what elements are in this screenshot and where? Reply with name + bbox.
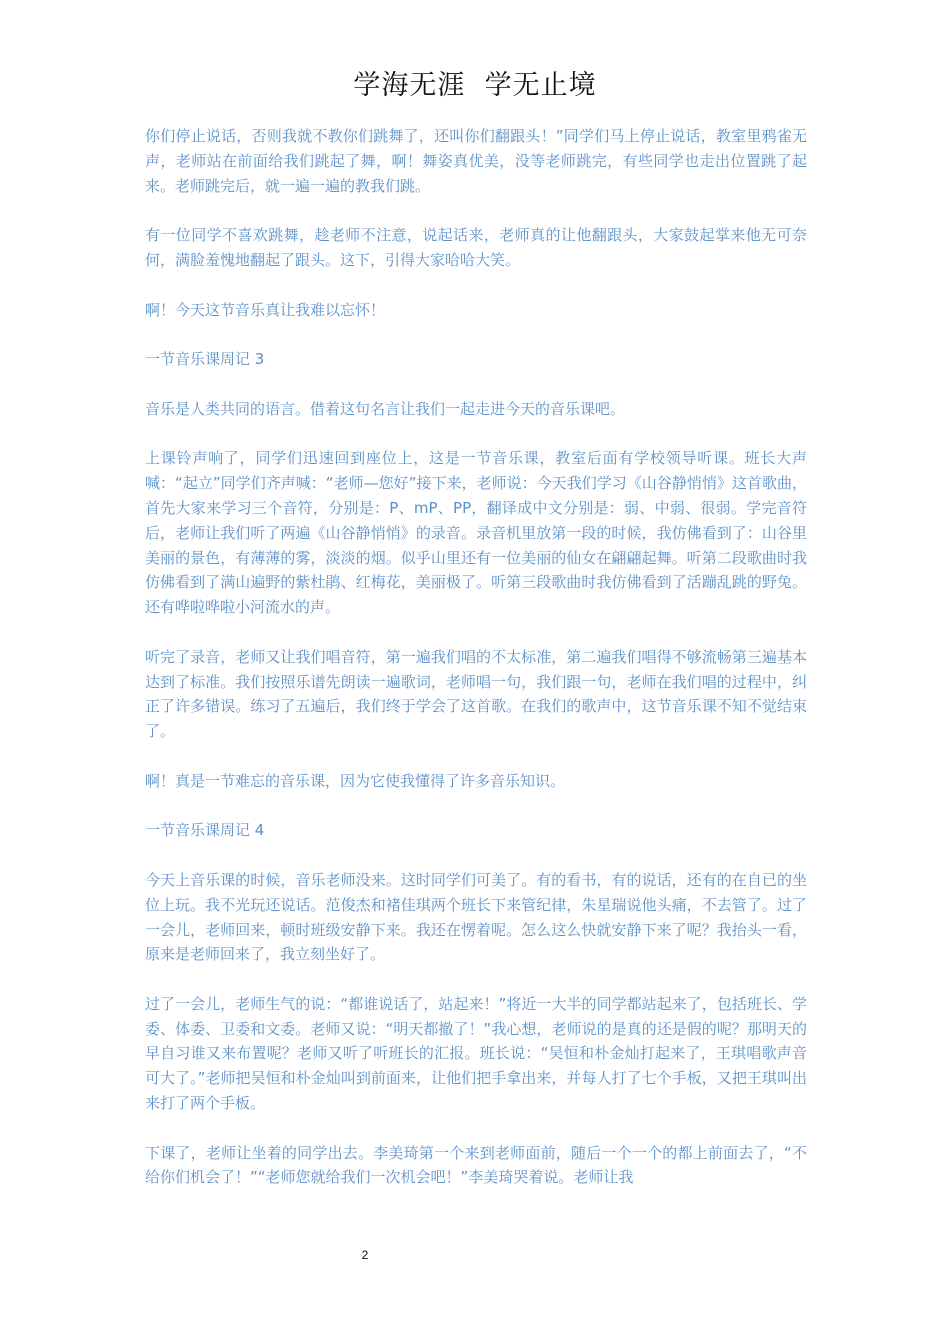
section-heading: 一节音乐课周记 4 bbox=[145, 821, 265, 840]
page-number: 2 bbox=[361, 1248, 369, 1262]
paragraph: 下课了，老师让坐着的同学出去。李美琦第一个来到老师面前，随后一个一个的都上前面去了，“不给你们机会了！”“老师您就给我们一次机会吧！”李美琦哭着说。老师让我 bbox=[145, 1143, 807, 1187]
paragraph: 过了一会儿，老师生气的说：“都谁说话了，站起来！”将近一大半的同学都站起来了，包括班长、学委、体委、卫委和文委。老师又说：“明天都撤了！”我心想，老师说的是真的还是假的呢？那明天的早自习谁又来布置呢？老师又听了听班长的汇报。班长说：“吴恒和朴金灿打起来了，王琪唱歌声音可大了。”老师把吴恒和朴金灿叫到前面来，让他们把手拿出来，并每人打了七个手板，又把王琪叫出来打了两个手板。 bbox=[145, 994, 807, 1113]
paragraph: 你们停止说话，否则我就不教你们跳舞了，还叫你们翻跟头！”同学们马上停止说话，教室里鸦雀无声，老师站在前面给我们跳起了舞，啊！舞姿真优美，没等老师跳完，有些同学也走出位置跳了起来。老师跳完后，就一遍一遍的教我们跳。 bbox=[145, 127, 807, 195]
paragraph: 啊！真是一节难忘的音乐课，因为它使我懂得了许多音乐知识。 bbox=[145, 771, 566, 790]
paragraph: 今天上音乐课的时候，音乐老师没来。这时同学们可美了。有的看书，有的说话，还有的在自已的坐位上玩。我不光玩还说话。范俊杰和褚佳琪两个班长下来管纪律，朱星瑞说他头痛，不去管了。过了一会儿，老师回来，顿时班级安静下来。我还在愣着呢。怎么这么快就安静下来了呢？我抬头一看，原来是老师回来了，我立刻坐好了。 bbox=[145, 870, 807, 964]
document-body bbox=[145, 124, 807, 1215]
section-heading: 一节音乐课周记 3 bbox=[145, 350, 265, 369]
page-header-title: 学海无涯 学无止境 bbox=[353, 70, 597, 101]
paragraph: 啊！今天这节音乐真让我难以忘怀！ bbox=[145, 300, 386, 319]
paragraph: 有一位同学不喜欢跳舞，趁老师不注意，说起话来，老师真的让他翻跟头，大家鼓起掌来他无可奈何，满脸羞愧地翻起了跟头。这下，引得大家哈哈大笑。 bbox=[145, 226, 807, 269]
paragraph: 听完了录音，老师又让我们唱音符，第一遍我们唱的不太标准，第二遍我们唱得不够流畅第三遍基本达到了标准。我们按照乐谱先朗读一遍歌词，老师唱一句，我们跟一句，老师在我们唱的过程中，纠正了许多错误。练习了五遍后，我们终于学会了这首歌。在我们的歌声中，这节音乐课不知不觉结束了。 bbox=[145, 647, 807, 741]
paragraph: 音乐是人类共同的语言。借着这句名言让我们一起走进今天的音乐课吧。 bbox=[145, 399, 626, 418]
paragraph: 上课铃声响了，同学们迅速回到座位上，这是一节音乐课，教室后面有学校领导听课。班长大声喊：“起立”同学们齐声喊：“老师—您好”接下来，老师说：今天我们学习《山谷静悄悄》这首歌曲，首先大家来学习三个音符，分别是：P、mP、PP，翻译成中文分别是：弱、中弱、很弱。学完音符后，老师让我们听了两遍《山谷静悄悄》的录音。录音机里放第一段的时候，我仿佛看到了：山谷里美丽的景色，有薄薄的雾，淡淡的烟。似乎山里还有一位美丽的仙女在翩翩起舞。听第二段歌曲时我仿佛看到了满山遍野的紫杜鹃、红梅花，美丽极了。听第三段歌曲时我仿佛看到了活蹦乱跳的野兔。还有哗啦哗啦小河流水的声。 bbox=[145, 449, 807, 617]
